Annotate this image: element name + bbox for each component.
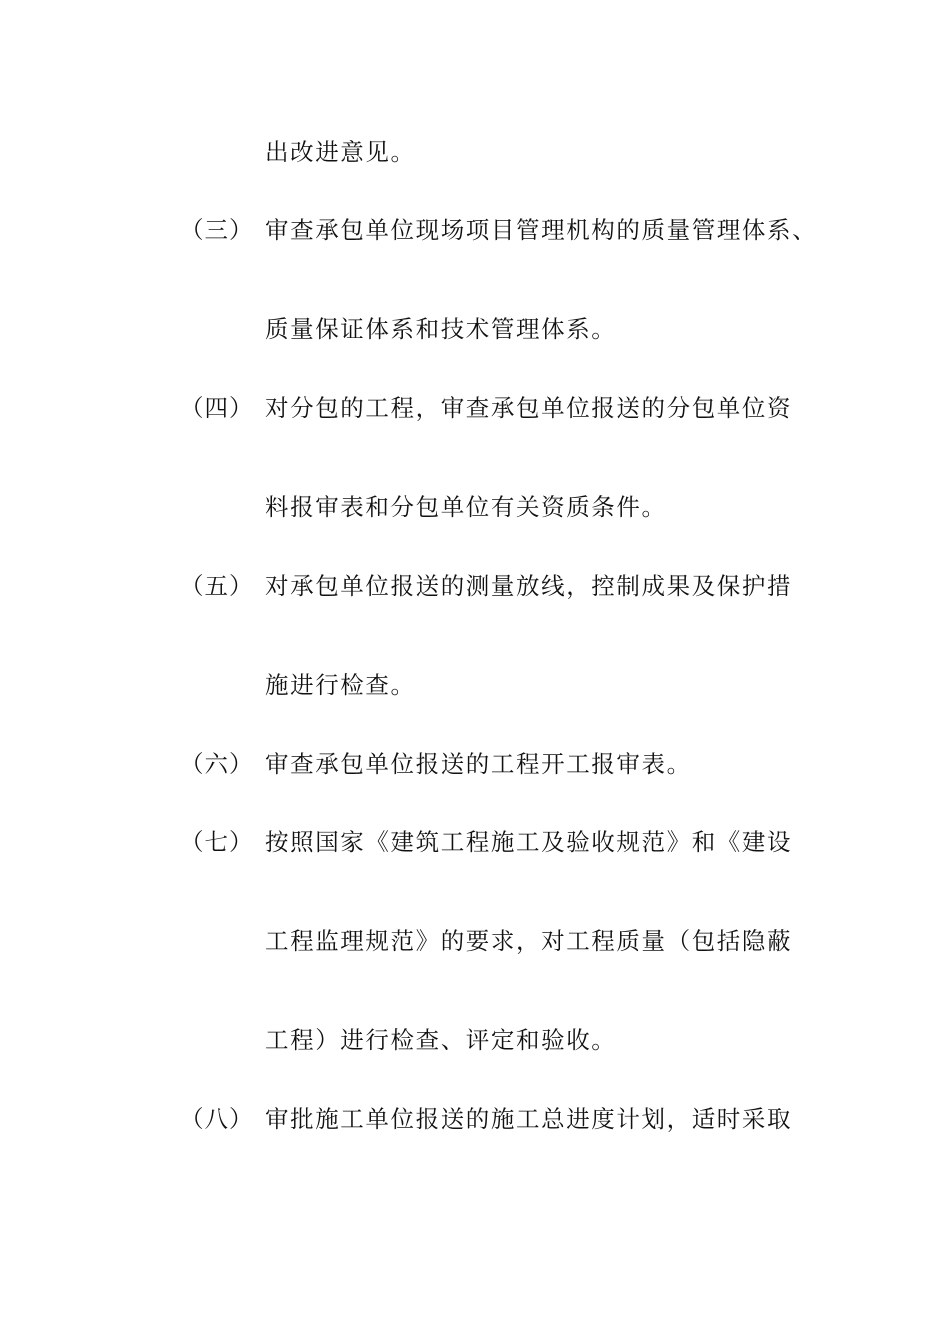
line-text: 出改进意见。 (265, 138, 416, 166)
text-line (0, 1099, 950, 1139)
line-text: 审查承包单位现场项目管理机构的质量管理体系、 (265, 216, 818, 244)
line-text: 对承包单位报送的测量放线，控制成果及保护措 (265, 572, 793, 600)
line-text: 对分包的工程，审查承包单位报送的分包单位资 (265, 394, 793, 422)
line-text: 审查承包单位报送的工程开工报审表。 (265, 750, 692, 778)
line-text: 工程监理规范》的要求，对工程质量（包括隐蔽 (265, 927, 793, 955)
line-text: 审批施工单位报送的施工总进度计划，适时采取 (265, 1105, 793, 1133)
line-text: 施进行检查。 (265, 671, 416, 699)
text-line (0, 1020, 950, 1060)
item-marker: （五） (180, 572, 254, 600)
text-line (0, 309, 950, 349)
text-line (0, 744, 950, 784)
item-marker: （七） (180, 828, 254, 856)
line-text: 工程）进行检查、评定和验收。 (265, 1026, 617, 1054)
text-line (0, 566, 950, 606)
line-text: 质量保证体系和技术管理体系。 (265, 315, 617, 343)
text-line (0, 665, 950, 705)
text-line (0, 210, 950, 250)
item-marker: （四） (180, 394, 254, 422)
text-line (0, 487, 950, 527)
text-line (0, 921, 950, 961)
text-line (0, 388, 950, 428)
item-marker: （三） (180, 216, 254, 244)
line-text: 按照国家《建筑工程施工及验收规范》和《建设 (265, 828, 793, 856)
text-line (0, 132, 950, 172)
item-marker: （六） (180, 750, 254, 778)
text-line (0, 822, 950, 862)
item-marker: （八） (180, 1105, 254, 1133)
line-text: 料报审表和分包单位有关资质条件。 (265, 493, 667, 521)
